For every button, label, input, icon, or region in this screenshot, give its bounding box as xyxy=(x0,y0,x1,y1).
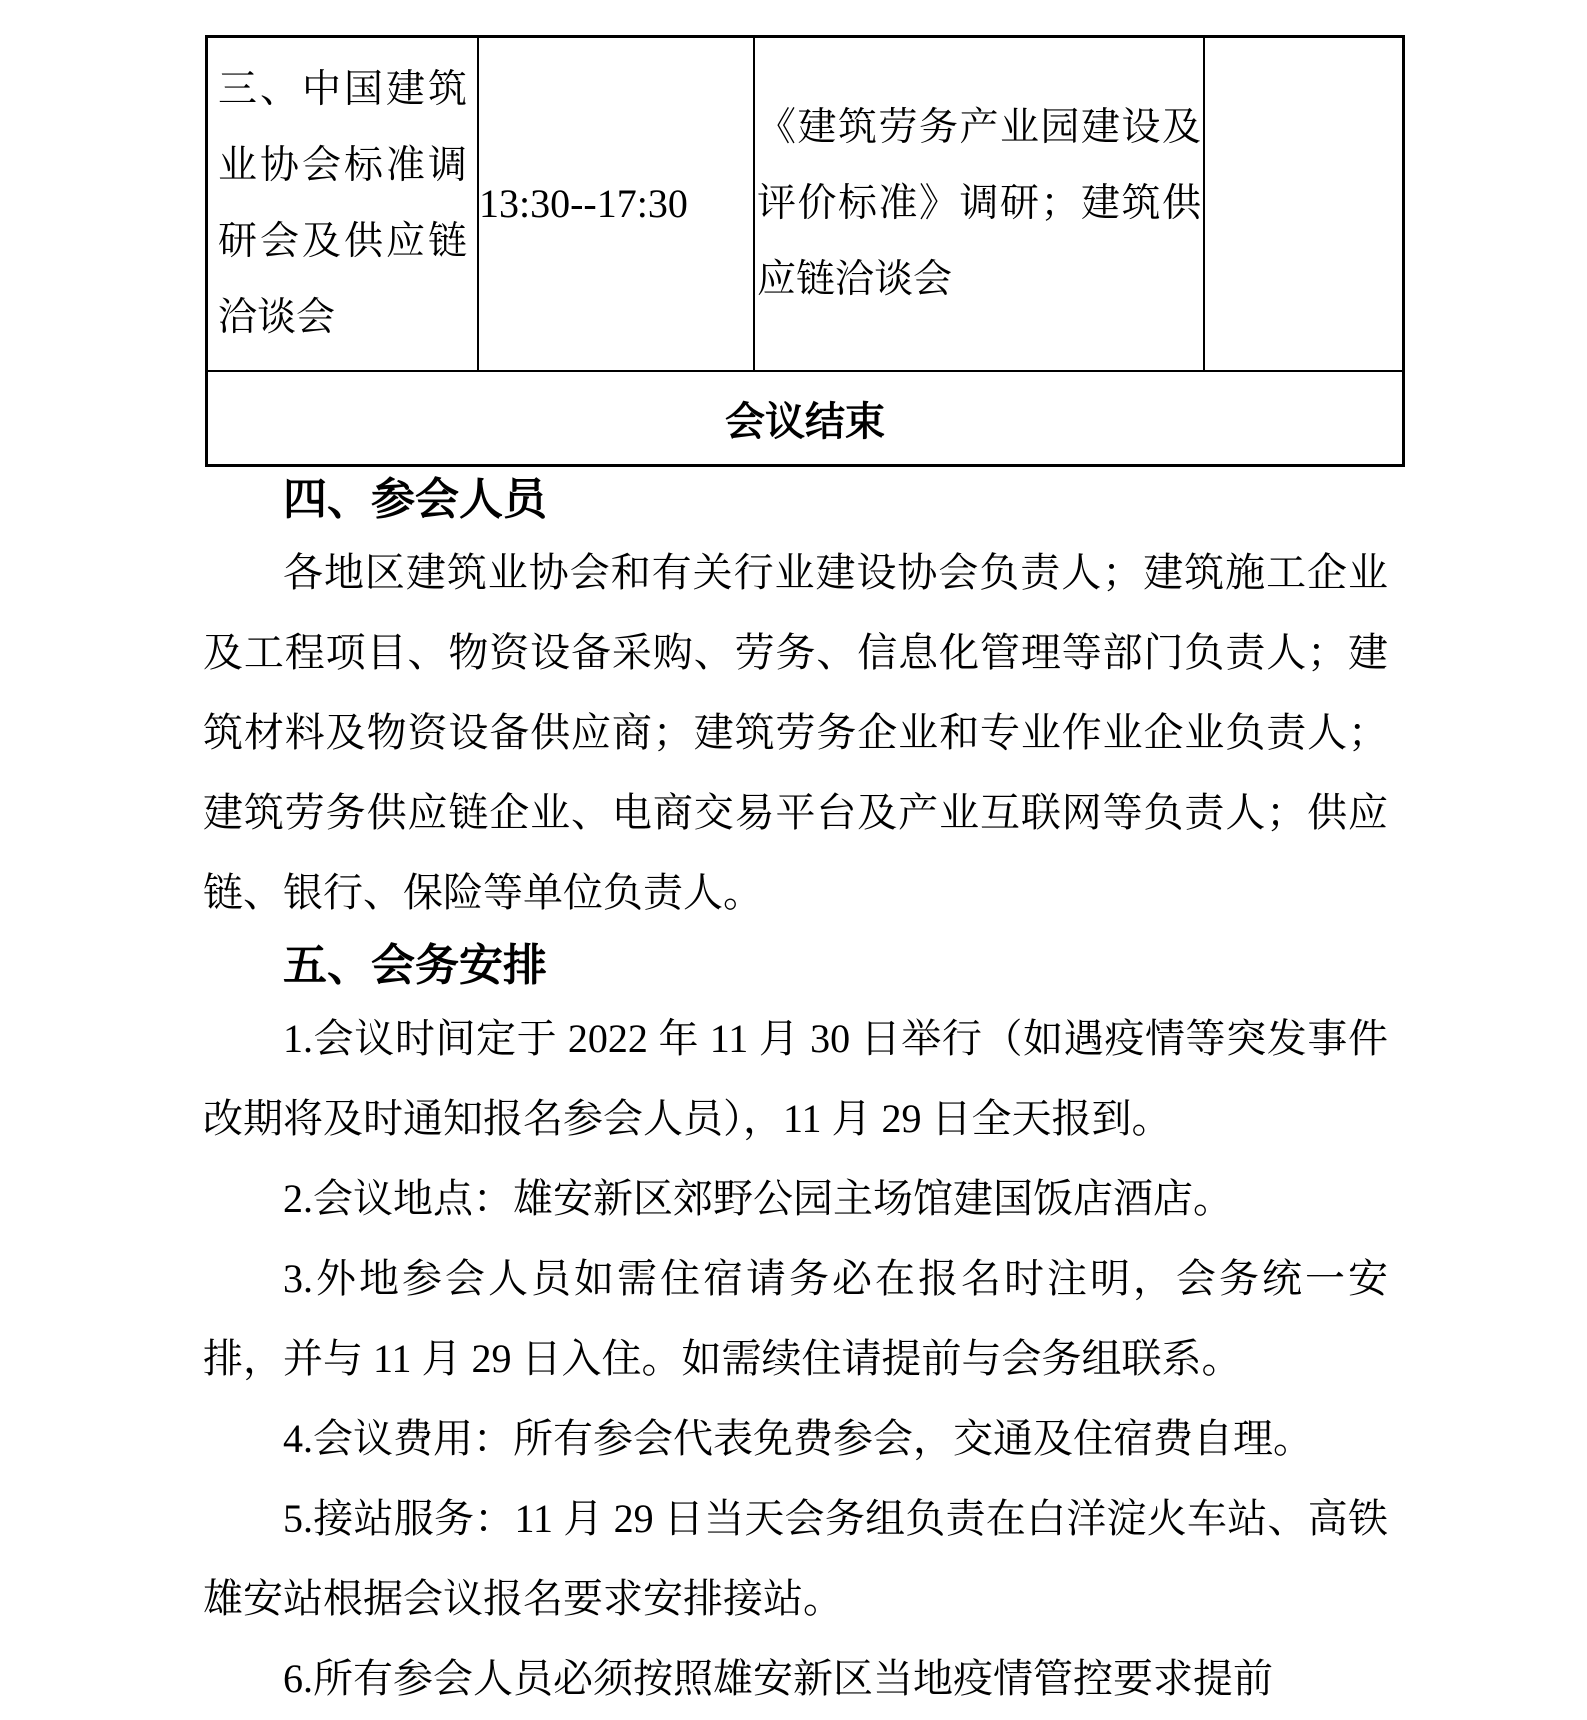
section-heading-arrangements: 五、会务安排 xyxy=(283,941,547,990)
arrangement-item-5: 5.接站服务：11 月 29 日当天会务组负责在白洋淀火车站、高铁雄安站根据会议报名要求安排接站。 xyxy=(203,1496,1388,1621)
participants-paragraph: 各地区建筑业协会和有关行业建设协会负责人；建筑施工企业及工程项目、物资设备采购、劳务、信息化管理等部门负责人；建筑材料及物资设备供应商；建筑劳务企业和专业作业企业负责人；建筑劳务供应链企业、电商交易平台及产业互联网等负责人；供应链、银行、保险等单位负责人。 xyxy=(203,550,1388,915)
agenda-table xyxy=(205,35,1405,467)
session-title-cell xyxy=(207,37,479,372)
document-body xyxy=(203,35,1388,1719)
section-heading-participants: 四、参会人员 xyxy=(283,475,547,524)
arrangement-item-3: 3.外地参会人员如需住宿请务必在报名时注明，会务统一安排，并与 11 月 29 日入住。如需续住请提前与会务组联系。 xyxy=(203,1256,1388,1381)
arrangement-item-1: 1.会议时间定于 2022 年 11 月 30 日举行（如遇疫情等突发事件改期将及时通知报名参会人员），11 月 29 日全天报到。 xyxy=(203,1016,1388,1141)
arrangement-item-2: 2.会议地点：雄安新区郊野公园主场馆建国饭店酒店。 xyxy=(283,1176,1233,1221)
table-row-meeting-end xyxy=(207,371,1404,466)
session-title-text: 三、中国建筑业协会标准调研会及供应链洽谈会 xyxy=(218,68,467,339)
table-row-session-3 xyxy=(207,37,1404,372)
session-content-cell xyxy=(754,37,1204,372)
arrangement-item-6: 6.所有参会人员必须按照雄安新区当地疫情管控要求提前 xyxy=(283,1656,1273,1701)
arrangement-item-4: 4.会议费用：所有参会代表免费参会，交通及住宿费自理。 xyxy=(283,1416,1313,1461)
session-note-cell xyxy=(1204,37,1404,372)
session-content-text: 《建筑劳务产业园建设及评价标准》调研；建筑供应链洽谈会 xyxy=(757,106,1201,301)
meeting-end-cell: 会议结束 xyxy=(207,371,1404,466)
session-time-cell: 13:30--17:30 xyxy=(478,37,754,372)
